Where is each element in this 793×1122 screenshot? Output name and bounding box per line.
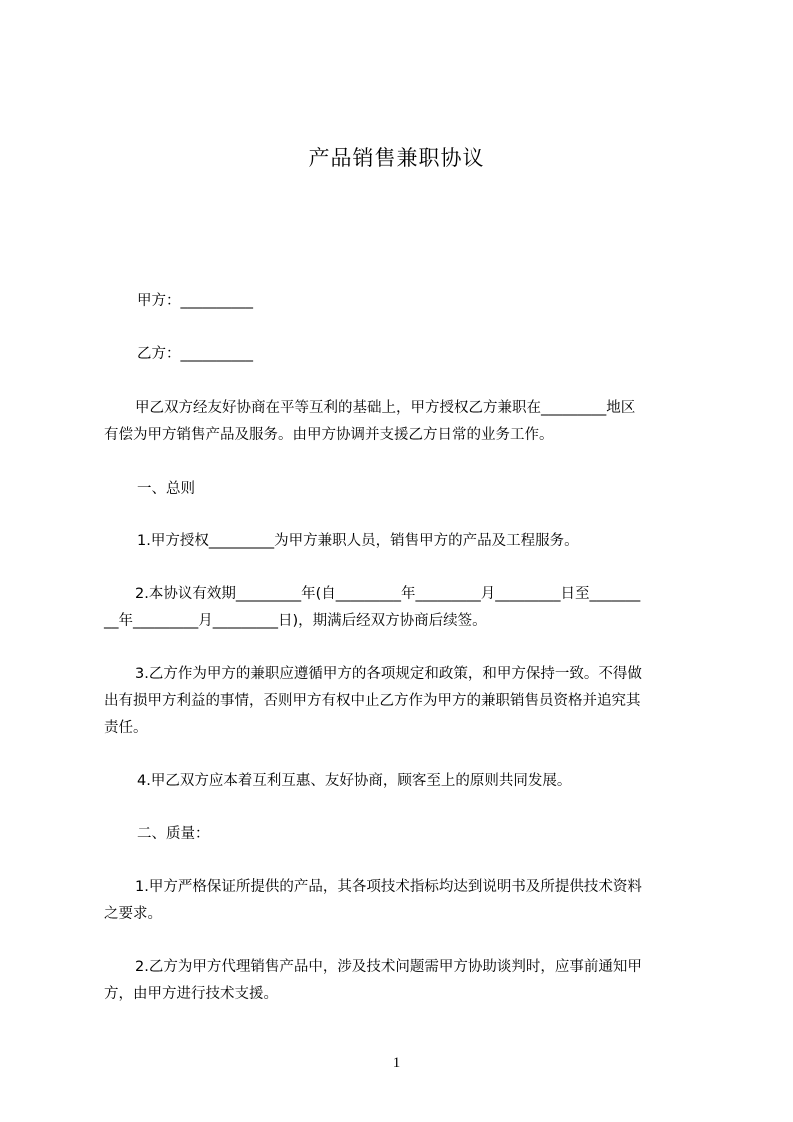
section2-item1-line1: 1.甲方严格保证所提供的产品，其各项技术指标均达到说明书及所提供技术资料 [135, 879, 642, 895]
section2-item2-line2: 方，由甲方进行技术支援。 [104, 986, 278, 1002]
section1-item3-line2: 出有损甲方利益的事情，否则甲方有权中止乙方作为甲方的兼职销售员资格并追究其 [104, 693, 641, 709]
section1-item3-line1: 3.乙方作为甲方的兼职应遵循甲方的各项规定和政策，和甲方保持一致。不得做 [135, 666, 642, 682]
intro-line-1: 甲乙双方经友好协商在平等互利的基础上，甲方授权乙方兼职在_________地区 [135, 400, 636, 416]
section2-heading: 二、质量： [137, 826, 210, 842]
section1-item2-line1: 2.本协议有效期_________年(自_________年_________月_________日至_______ [135, 586, 641, 602]
section1-heading: 一、总则 [137, 481, 195, 497]
section1-item2-line2: __年_________月_________日)，期满后经双方协商后续签。 [104, 613, 487, 629]
page-number: 1 [392, 1055, 401, 1071]
section2-item2-line1: 2.乙方为甲方代理销售产品中，涉及技术问题需甲方协助谈判时，应事前通知甲 [135, 959, 642, 975]
document-title: 产品销售兼职协议 [308, 146, 485, 170]
section2-item1-line2: 之要求。 [104, 906, 162, 922]
section1-item1: 1.甲方授权_________为甲方兼职人员，销售甲方的产品及工程服务。 [137, 533, 579, 549]
intro-line-2: 有偿为甲方销售产品及服务。由甲方协调并支援乙方日常的业务工作。 [104, 427, 554, 443]
party-a-line: 甲方：__________ [137, 293, 253, 309]
party-b-line: 乙方：__________ [137, 346, 253, 362]
section1-item4: 4.甲乙双方应本着互利互惠、友好协商，顾客至上的原则共同发展。 [137, 773, 572, 789]
section1-item3-line3: 责任。 [104, 720, 148, 736]
